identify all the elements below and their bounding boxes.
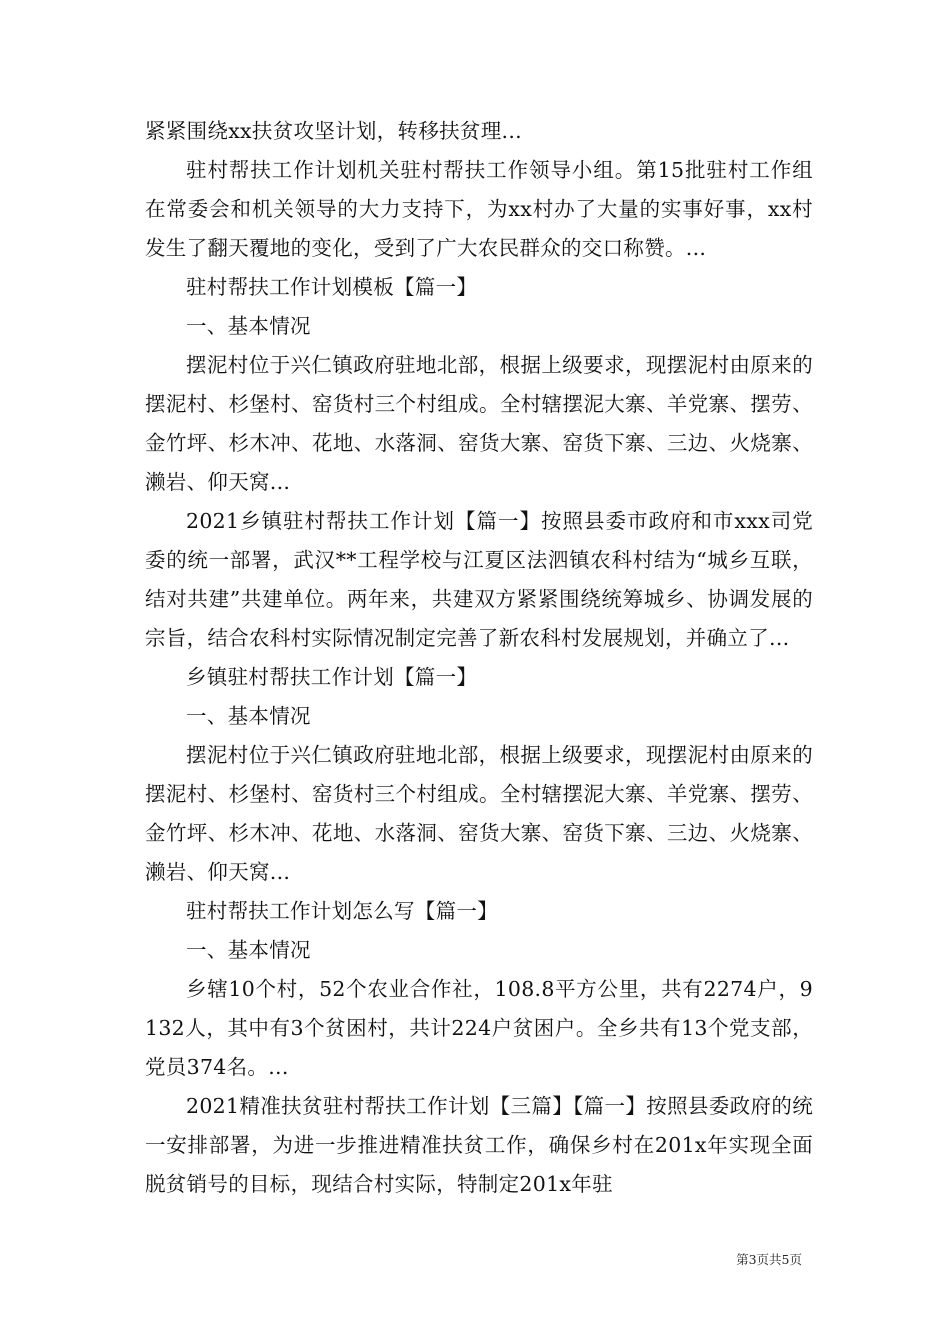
heading-basic-situation: 一、基本情况 bbox=[186, 938, 311, 962]
page-number: 第3页共5页 bbox=[736, 1252, 802, 1267]
heading-how-to-write: 驻村帮扶工作计划怎么写【篇一】 bbox=[186, 899, 498, 923]
paragraph-continuation: 紧紧围绕xx扶贫攻坚计划，转移扶贫理... bbox=[145, 119, 522, 143]
heading-township-plan: 乡镇驻村帮扶工作计划【篇一】 bbox=[186, 665, 478, 689]
paragraph-2021-township-plan: 2021乡镇驻村帮扶工作计划【篇一】按照县委市政府和市xxx司党委的统一部署，武汉**工程学校与江夏区法泗镇农科村结为“城乡互联，结对共建”共建单位。两年来，共建双方紧紧围绕统筹城乡、协调发展的宗旨，结合农科村实际情况制定完善了新农科村发展规划，并确立了... bbox=[145, 509, 813, 650]
heading-basic-situation: 一、基本情况 bbox=[186, 704, 311, 728]
heading-basic-situation: 一、基本情况 bbox=[186, 314, 311, 338]
document-body bbox=[145, 112, 813, 1204]
paragraph-baini-village: 摆泥村位于兴仁镇政府驻地北部，根据上级要求，现摆泥村由原来的摆泥村、杉堡村、窑货村三个村组成。全村辖摆泥大寨、羊党寨、摆劳、金竹坪、杉木冲、花地、水落洞、窑货大寨、窑货下寨、三边、火烧寨、濑岩、仰天窝... bbox=[145, 353, 813, 494]
heading-plan-template: 驻村帮扶工作计划模板【篇一】 bbox=[186, 275, 478, 299]
paragraph-baini-village: 摆泥村位于兴仁镇政府驻地北部，根据上级要求，现摆泥村由原来的摆泥村、杉堡村、窑货村三个村组成。全村辖摆泥大寨、羊党寨、摆劳、金竹坪、杉木冲、花地、水落洞、窑货大寨、窑货下寨、三边、火烧寨、濑岩、仰天窝... bbox=[145, 743, 813, 884]
paragraph-township-stats: 乡辖10个村，52个农业合作社，108.8平方公里，共有2274户，9132人，其中有3个贫困村，共计224户贫困户。全乡共有13个党支部，党员374名。... bbox=[145, 977, 813, 1079]
paragraph-work-group: 驻村帮扶工作计划机关驻村帮扶工作领导小组。第15批驻村工作组在常委会和机关领导的大力支持下，为xx村办了大量的实事好事，xx村发生了翻天覆地的变化，受到了广大农民群众的交口称赞。... bbox=[145, 158, 813, 260]
paragraph-2021-precision-plan: 2021精准扶贫驻村帮扶工作计划【三篇】【篇一】按照县委政府的统一安排部署，为进一步推进精准扶贫工作，确保乡村在201x年实现全面脱贫销号的目标，现结合村实际，特制定201x年驻 bbox=[145, 1094, 813, 1196]
